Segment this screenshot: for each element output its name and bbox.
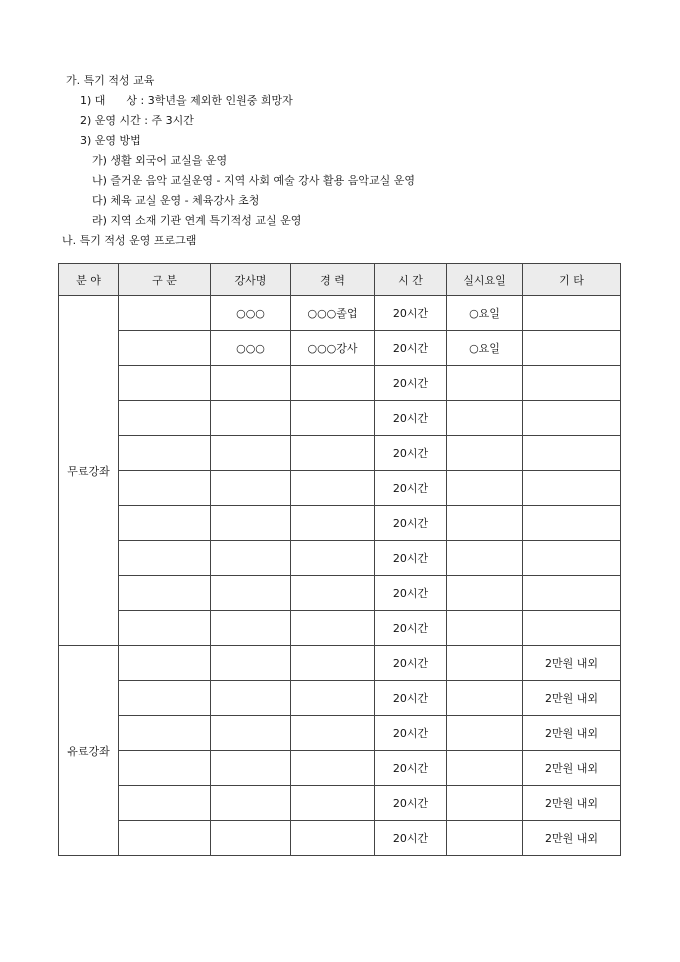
table-row — [59, 576, 621, 611]
table-cell — [119, 366, 211, 401]
table-cell — [211, 366, 291, 401]
table-cell — [211, 681, 291, 716]
table-cell — [119, 786, 211, 821]
table-cell — [291, 751, 375, 786]
outline-line: 가) 생활 외국어 교실을 운영 — [92, 154, 228, 167]
table-row — [59, 401, 621, 436]
outline-line: 가. 특기 적성 교육 — [66, 74, 155, 87]
table-cell — [523, 296, 621, 331]
table-cell: 20시간 — [375, 821, 447, 856]
table-cell — [291, 681, 375, 716]
table-cell — [291, 611, 375, 646]
table-cell: 2만원 내외 — [523, 751, 621, 786]
table-cell — [447, 751, 523, 786]
table-cell — [119, 576, 211, 611]
table-cell — [447, 681, 523, 716]
table-cell: 20시간 — [375, 401, 447, 436]
table-cell — [211, 716, 291, 751]
outline-line: 2) 운영 시간 : 주 3시간 — [80, 114, 194, 127]
table-cell — [447, 401, 523, 436]
table-cell: 20시간 — [375, 786, 447, 821]
table-cell — [211, 751, 291, 786]
table-row — [59, 821, 621, 856]
table-cell — [291, 436, 375, 471]
field-cell: 유료강좌 — [59, 646, 119, 856]
table-cell: 20시간 — [375, 541, 447, 576]
table-cell — [211, 821, 291, 856]
table-cell — [119, 506, 211, 541]
table-cell — [211, 646, 291, 681]
table-cell — [211, 471, 291, 506]
column-header: 경 력 — [291, 264, 375, 296]
table-cell — [119, 541, 211, 576]
table-cell — [447, 821, 523, 856]
table-cell — [447, 646, 523, 681]
table-row — [59, 331, 621, 366]
table-cell: ○요일 — [447, 296, 523, 331]
table-cell — [523, 506, 621, 541]
column-header: 시 간 — [375, 264, 447, 296]
outline-line: 1) 대 상 : 3학년을 제외한 인원중 희망자 — [80, 94, 293, 107]
table-cell — [211, 576, 291, 611]
column-header: 기 타 — [523, 264, 621, 296]
table-row — [59, 646, 621, 681]
table-row — [59, 541, 621, 576]
table-cell — [291, 366, 375, 401]
table-cell — [291, 716, 375, 751]
table-cell: 20시간 — [375, 611, 447, 646]
table-cell — [291, 786, 375, 821]
table-cell: 20시간 — [375, 436, 447, 471]
table-cell: 20시간 — [375, 576, 447, 611]
table-row — [59, 611, 621, 646]
table-row — [59, 436, 621, 471]
table-cell — [523, 576, 621, 611]
outline-line: 나) 즐거운 음악 교실운영 - 지역 사회 예술 강사 활용 음악교실 운영 — [92, 174, 415, 187]
program-table — [58, 263, 621, 856]
table-cell — [523, 611, 621, 646]
table-row — [59, 471, 621, 506]
table-row — [59, 681, 621, 716]
table-cell — [447, 786, 523, 821]
table-cell: 20시간 — [375, 681, 447, 716]
table-cell — [119, 436, 211, 471]
table-cell — [211, 611, 291, 646]
table-cell — [523, 331, 621, 366]
table-cell — [523, 366, 621, 401]
table-cell — [291, 541, 375, 576]
table-cell — [291, 646, 375, 681]
table-row — [59, 716, 621, 751]
table-cell — [119, 646, 211, 681]
table-cell — [211, 506, 291, 541]
table-cell — [211, 786, 291, 821]
field-cell: 무료강좌 — [59, 296, 119, 646]
table-cell — [119, 401, 211, 436]
outline-line: 라) 지역 소재 기관 연계 특기적성 교실 운영 — [92, 214, 302, 227]
column-header: 실시요일 — [447, 264, 523, 296]
table-cell — [119, 681, 211, 716]
table-row — [59, 751, 621, 786]
table-row — [59, 506, 621, 541]
table-cell: 20시간 — [375, 471, 447, 506]
table-cell: 20시간 — [375, 366, 447, 401]
table-cell — [291, 471, 375, 506]
column-header: 구 분 — [119, 264, 211, 296]
column-header: 강사명 — [211, 264, 291, 296]
table-cell: ○○○졸업 — [291, 296, 375, 331]
table-cell — [211, 401, 291, 436]
table-cell — [447, 541, 523, 576]
table-cell — [119, 331, 211, 366]
table-cell — [211, 541, 291, 576]
outline-line: 3) 운영 방법 — [80, 134, 141, 147]
table-cell — [291, 401, 375, 436]
table-cell — [211, 436, 291, 471]
table-cell: 20시간 — [375, 331, 447, 366]
table-cell — [291, 506, 375, 541]
table-cell: 20시간 — [375, 751, 447, 786]
table-cell: ○○○ — [211, 296, 291, 331]
table-cell — [447, 366, 523, 401]
table-cell: 20시간 — [375, 716, 447, 751]
table-cell — [447, 576, 523, 611]
table-cell: 2만원 내외 — [523, 716, 621, 751]
table-cell: 2만원 내외 — [523, 646, 621, 681]
table-cell — [447, 471, 523, 506]
table-cell — [447, 506, 523, 541]
table-cell — [291, 576, 375, 611]
table-cell — [523, 541, 621, 576]
column-header: 분 야 — [59, 264, 119, 296]
table-cell: ○○○강사 — [291, 331, 375, 366]
table-cell: 20시간 — [375, 646, 447, 681]
table-cell — [447, 436, 523, 471]
table-cell — [119, 751, 211, 786]
table-row — [59, 786, 621, 821]
table-cell — [447, 716, 523, 751]
table-cell — [119, 716, 211, 751]
table-cell — [119, 611, 211, 646]
table-cell: 2만원 내외 — [523, 786, 621, 821]
table-cell — [523, 436, 621, 471]
table-cell — [523, 401, 621, 436]
table-row — [59, 296, 621, 331]
table-cell — [119, 471, 211, 506]
table-cell: 2만원 내외 — [523, 821, 621, 856]
table-row — [59, 366, 621, 401]
table-cell: 2만원 내외 — [523, 681, 621, 716]
table-cell: ○○○ — [211, 331, 291, 366]
table-cell: ○요일 — [447, 331, 523, 366]
table-cell — [119, 296, 211, 331]
outline-line: 다) 체육 교실 운영 - 체육강사 초청 — [92, 194, 260, 207]
table-cell — [291, 821, 375, 856]
table-cell — [119, 821, 211, 856]
table-header-row — [59, 264, 621, 296]
outline-line: 나. 특기 적성 운영 프로그램 — [62, 234, 197, 247]
table-cell: 20시간 — [375, 296, 447, 331]
table-cell: 20시간 — [375, 506, 447, 541]
table-cell — [523, 471, 621, 506]
table-cell — [447, 611, 523, 646]
